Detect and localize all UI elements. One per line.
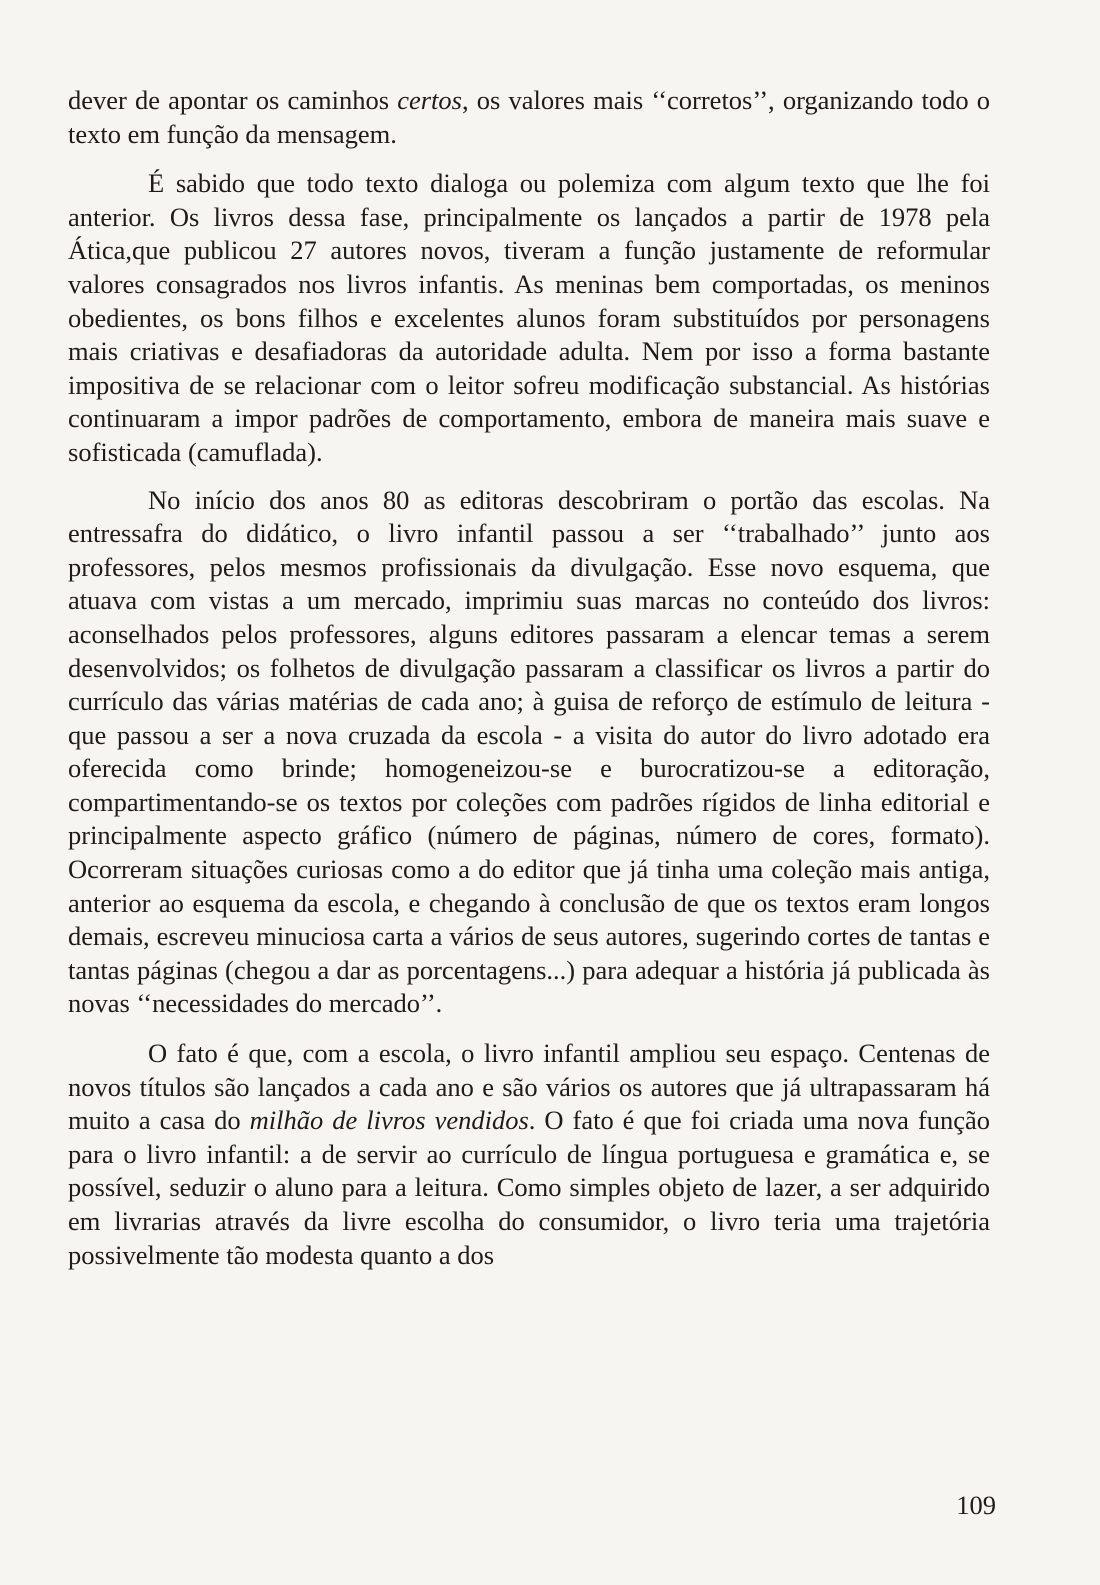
paragraph-3: No início dos anos 80 as editoras descobriram o portão das escolas. Na entressafra do didático, o livro infantil passou a ser ‘‘trabalhado’’ junto aos professores, pelos mesmos profissionais da divulgação. Esse novo esquema, que atuava com vistas a um mercado, imprimiu suas marcas no conteúdo dos livros: aconselhados pelos professores, alguns editores passaram a elencar temas a serem desenvolvidos; os folhetos de divulgação passaram a classificar os livros a partir do currículo das várias matérias de cada ano; à guisa de reforço de estímulo de leitura - que passou a ser a nova cruzada da escola - a visita do autor do livro adotado era oferecida como brinde; homogeneizou-se e burocratizou-se a editoração, compartimentando-se os textos por coleções com padrões rígidos de linha editorial e principalmente aspecto gráfico (número de páginas, número de cores, formato). Ocorreram situações curiosas como a do editor que já tinha uma coleção mais antiga, anterior ao esquema da escola, e chegando à conclusão de que os textos eram longos demais, escreveu minuciosa carta a vários de seus autores, sugerindo cortes de tantas e tantas páginas (chegou a dar as porcentagens...) para adequar a história já publicada às novas ‘‘necessidades do mercado’’. <box>68 484 990 1019</box>
body-text <box>68 84 990 1272</box>
page-number: 109 <box>956 1490 996 1520</box>
paragraph-1-text-c: , os valores mais ‘‘corretos’’, organizando todo o texto em função da mensagem. <box>68 85 990 149</box>
paragraph-4-text-a: O fato é que, com a escola, o livro infantil ampliou seu espaço. Centenas de novos títulos são lançados a cada ano e são vários os autores que já ultrapassaram há muito a casa do <box>68 1038 990 1136</box>
paragraph-4 <box>68 1037 990 1272</box>
paragraph-4-italic-term: milhão de livros vendidos <box>249 1105 529 1136</box>
paragraph-4-text-c: . O fato é que foi criada uma nova função para o livro infantil: a de servir ao currículo de língua portuguesa e gramática e, se possível, seduzir o aluno para a leitura. Como simples objeto de lazer, a ser adquirido em livrarias através da livre escolha do consumidor, o livro teria uma trajetória possivelmente tão modesta quanto a dos <box>68 1105 990 1270</box>
paragraph-1 <box>68 84 990 151</box>
paragraph-1-text-a: dever de apontar os caminhos <box>68 85 398 115</box>
paragraph-1-italic-term: certos <box>397 85 462 115</box>
paragraph-2: É sabido que todo texto dialoga ou polemiza com algum texto que lhe foi anterior. Os livros dessa fase, principalmente os lançados a partir de 1978 pela Ática,que publicou 27 autores novos, tiveram a função justamente de reformular valores consagrados nos livros infantis. As meninas bem comportadas, os meninos obedientes, os bons filhos e excelentes alunos foram substituídos por personagens mais criativas e desafiadoras da autoridade adulta. Nem por isso a forma bastante impositiva de se relacionar com o leitor sofreu modificação substancial. As histórias continuaram a impor padrões de comportamento, embora de maneira mais suave e sofisticada (camuflada). <box>68 168 990 467</box>
